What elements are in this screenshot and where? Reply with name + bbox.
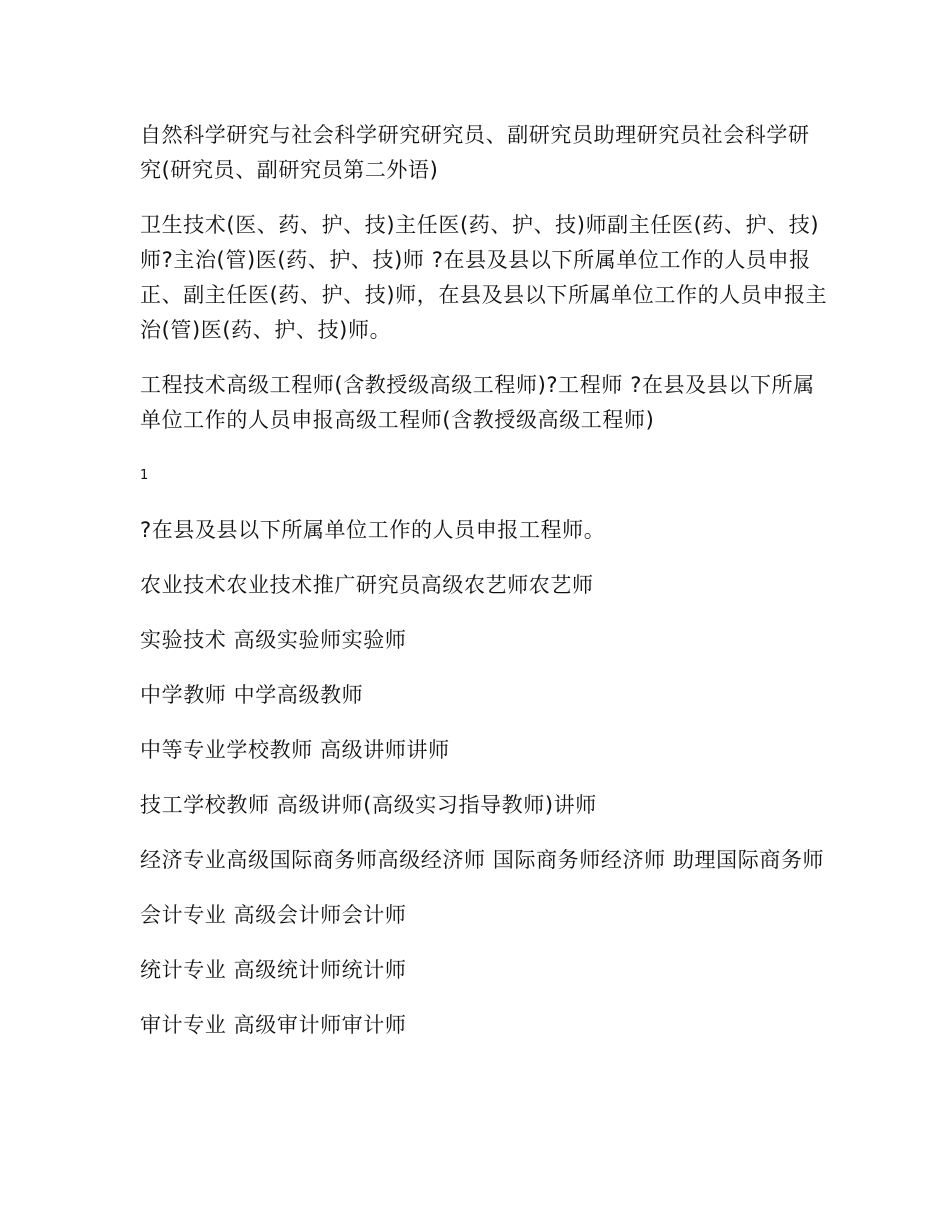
paragraph-accounting: 会计专业 高级会计师会计师 xyxy=(140,903,407,927)
paragraph-engineering-technology: 工程技术高级工程师(含教授级高级工程师)?工程师 ?在县及县以下所属单位工作的人员申报高级工程师(含教授级高级工程师) xyxy=(140,373,815,432)
document-content xyxy=(140,118,830,1063)
paragraph-secondary-vocational-teachers: 中等专业学校教师 高级讲师讲师 xyxy=(140,738,450,762)
page-number: 1 xyxy=(140,468,149,483)
paragraph-health-technology: 卫生技术(医、药、护、技)主任医(药、护、技)师副主任医(药、护、技)师?主治(管)医(药、护、技)师 ?在县及县以下所属单位工作的人员申报正、副主任医(药、护、技)师，在县及县以下所属单位工作的人员申报主治(管)医(药、护、技)师。 xyxy=(140,213,828,342)
paragraph-economics: 经济专业高级国际商务师高级经济师 国际商务师经济师 助理国际商务师 xyxy=(140,848,825,872)
paragraph-engineer-continuation: ?在县及县以下所属单位工作的人员申报工程师。 xyxy=(140,518,606,542)
paragraph-audit: 审计专业 高级审计师审计师 xyxy=(140,1013,407,1037)
paragraph-middle-school-teachers: 中学教师 中学高级教师 xyxy=(140,683,364,707)
paragraph-laboratory: 实验技术 高级实验师实验师 xyxy=(140,628,407,652)
paragraph-agriculture: 农业技术农业技术推广研究员高级农艺师农艺师 xyxy=(140,573,594,597)
paragraph-statistics: 统计专业 高级统计师统计师 xyxy=(140,958,407,982)
paragraph-technical-school-teachers: 技工学校教师 高级讲师(高级实习指导教师)讲师 xyxy=(140,793,597,817)
paragraph-research: 自然科学研究与社会科学研究研究员、副研究员助理研究员社会科学研究(研究员、副研究员第二外语) xyxy=(140,123,810,182)
